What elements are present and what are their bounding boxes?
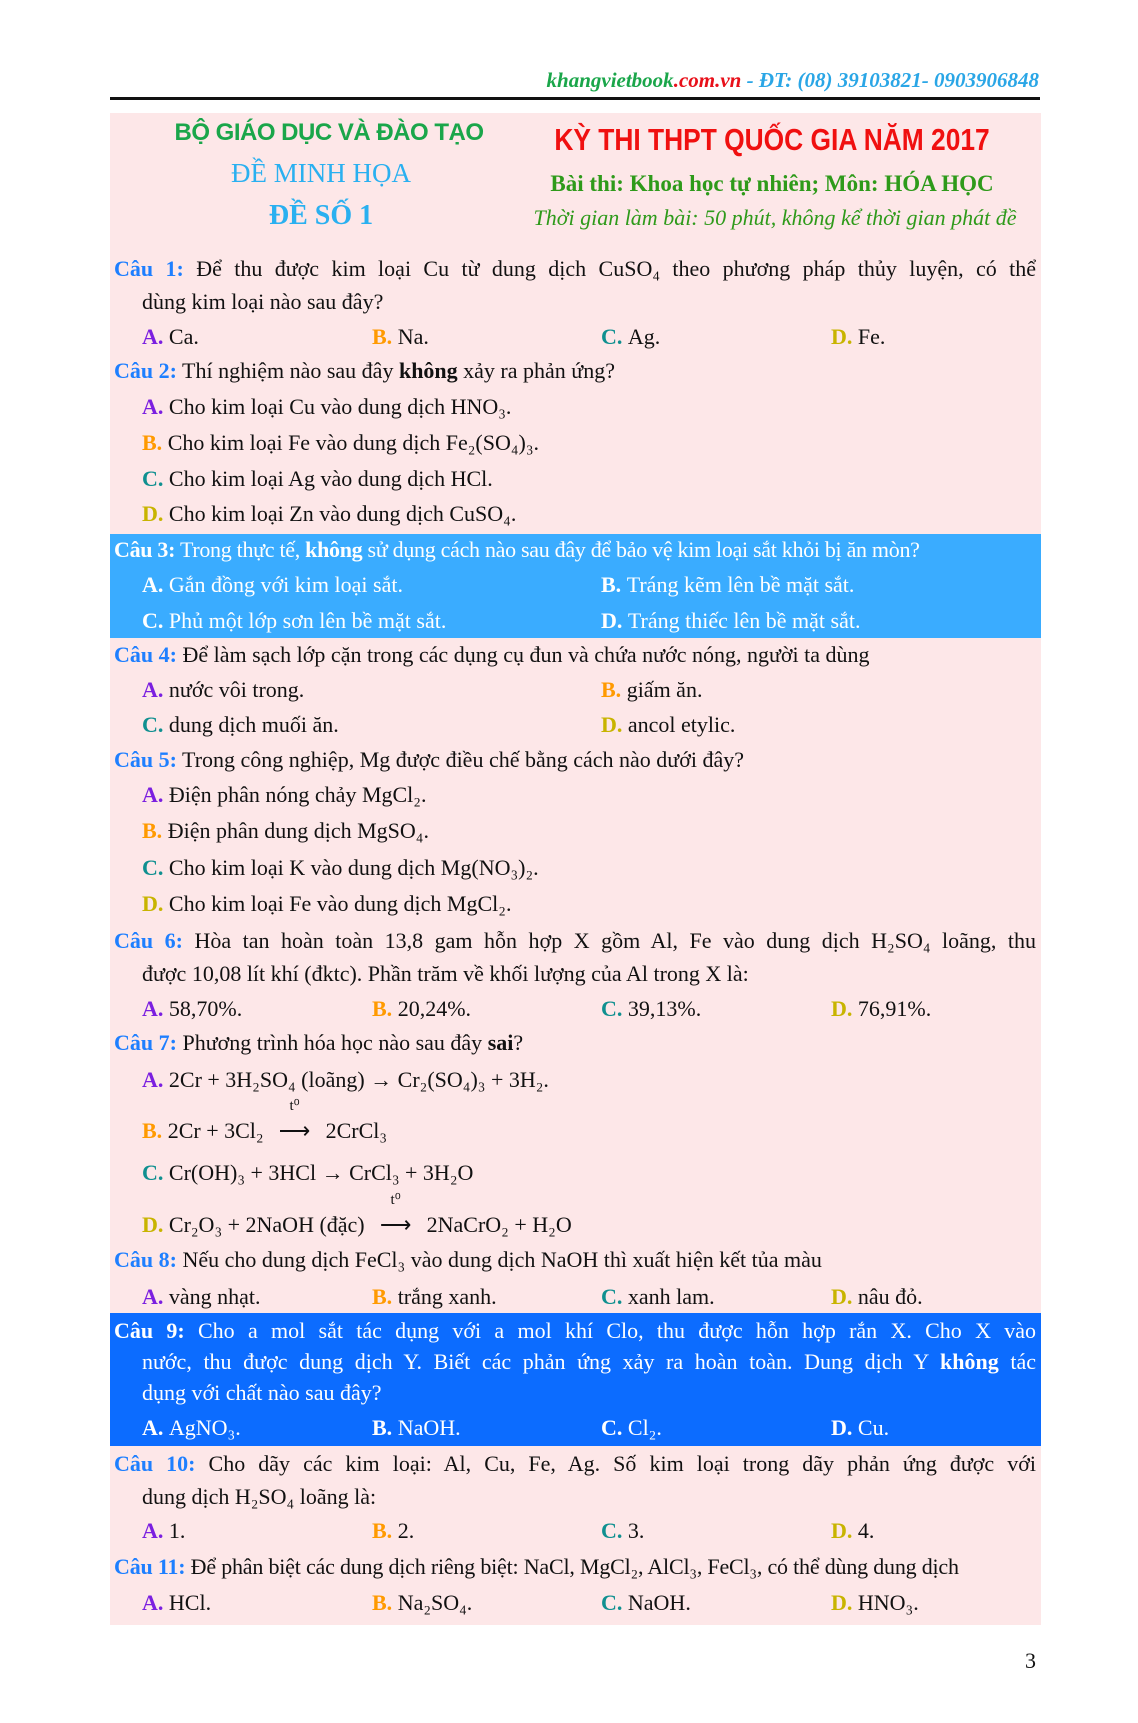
option-b[interactable] bbox=[372, 1513, 414, 1549]
option-letter: A. bbox=[142, 1284, 169, 1309]
option-b[interactable] bbox=[372, 1585, 472, 1621]
question-1 bbox=[114, 251, 1036, 287]
option-text: Phủ một lớp sơn lên bề mặt sắt. bbox=[168, 608, 447, 633]
emphasis: không bbox=[305, 537, 363, 562]
option-letter: D. bbox=[831, 324, 858, 349]
option-letter: D. bbox=[601, 712, 628, 737]
question-8 bbox=[114, 1242, 1036, 1278]
options-row bbox=[0, 319, 1138, 355]
page-header bbox=[547, 68, 1039, 93]
option-a[interactable] bbox=[142, 389, 1036, 425]
option-letter: D. bbox=[142, 501, 169, 526]
option-text: Cho kim loại Cu vào dung dịch HNO₃. bbox=[168, 394, 512, 419]
option-letter: A. bbox=[142, 1067, 169, 1092]
option-letter: B. bbox=[372, 1518, 398, 1543]
option-d[interactable] bbox=[831, 991, 931, 1027]
exam-number: ĐỀ SỐ 1 bbox=[268, 200, 374, 231]
option-text: 2. bbox=[397, 1518, 415, 1543]
option-letter: A. bbox=[142, 996, 169, 1021]
question-text: Nếu cho dung dịch FeCl₃ vào dung dịch NaOH thì xuất hiện kết tủa màu bbox=[176, 1247, 822, 1272]
option-letter: A. bbox=[142, 394, 169, 419]
option-text: HNO₃. bbox=[857, 1590, 919, 1615]
option-text: Điện phân nóng chảy MgCl₂. bbox=[168, 782, 427, 807]
option-b[interactable] bbox=[142, 1098, 1036, 1149]
option-text: Cho kim loại K vào dung dịch Mg(NO₃)₂. bbox=[168, 855, 539, 880]
option-text: 1. bbox=[168, 1518, 186, 1543]
question-label: Câu 1: bbox=[114, 256, 184, 281]
option-text: Cr(OH)₃ + 3HCl → CrCl₃ + 3H₂O bbox=[168, 1160, 474, 1185]
options-row bbox=[0, 1410, 1138, 1446]
option-text: nâu đỏ. bbox=[857, 1284, 923, 1309]
question-text: Phương trình hóa học nào sau đây bbox=[176, 1030, 488, 1055]
options-row bbox=[0, 991, 1138, 1027]
option-text: AgNO₃. bbox=[168, 1415, 241, 1440]
option-c[interactable] bbox=[142, 1155, 1036, 1191]
question-label: Câu 10: bbox=[114, 1451, 196, 1476]
options-row bbox=[0, 603, 1138, 639]
option-text: Cu. bbox=[857, 1415, 890, 1440]
options-row bbox=[0, 567, 1138, 603]
option-text: nước vôi trong. bbox=[168, 677, 305, 702]
header-rule bbox=[110, 97, 1040, 100]
options-row bbox=[0, 1585, 1138, 1621]
option-letter: D. bbox=[831, 1518, 858, 1543]
question-text: Để làm sạch lớp cặn trong các dụng cụ đun và chứa nước nóng, người ta dùng bbox=[176, 642, 870, 667]
question-text: ? bbox=[513, 1030, 524, 1055]
option-text: Cho kim loại Ag vào dung dịch HCl. bbox=[168, 466, 493, 491]
option-letter: A. bbox=[142, 572, 169, 597]
options-row bbox=[0, 1279, 1138, 1315]
option-a[interactable] bbox=[142, 1279, 261, 1315]
option-letter: C. bbox=[142, 466, 169, 491]
option-letter: C. bbox=[601, 996, 628, 1021]
question-text: Trong thực tế, bbox=[175, 537, 306, 562]
options-row bbox=[0, 672, 1138, 708]
option-letter: A. bbox=[142, 1518, 169, 1543]
ministry: BỘ GIÁO DỤC VÀ ĐÀO TẠO bbox=[174, 119, 484, 146]
option-text: xanh lam. bbox=[627, 1284, 715, 1309]
option-d[interactable] bbox=[831, 1279, 923, 1315]
option-text: Ca. bbox=[168, 324, 199, 349]
option-letter: D. bbox=[831, 1590, 858, 1615]
option-d[interactable] bbox=[601, 707, 735, 743]
option-a[interactable] bbox=[142, 672, 304, 708]
question-label: Câu 8: bbox=[114, 1247, 177, 1272]
option-c[interactable] bbox=[601, 991, 701, 1027]
reaction-reactants: Cr₂O₃ + 2NaOH (đặc) bbox=[168, 1212, 365, 1237]
option-c[interactable] bbox=[601, 1585, 691, 1621]
option-letter: D. bbox=[831, 1284, 858, 1309]
option-text: Na. bbox=[397, 324, 429, 349]
option-d[interactable] bbox=[142, 1192, 1036, 1243]
option-text: 2Cr + 3H₂SO₄ (loãng) → Cr₂(SO₄)₃ + 3H₂. bbox=[168, 1067, 549, 1092]
option-letter: C. bbox=[142, 855, 169, 880]
option-b[interactable] bbox=[372, 1410, 461, 1446]
option-text: ancol etylic. bbox=[627, 712, 736, 737]
question-text: nước, thu được dung dịch Y. Biết các phản ứng xảy ra hoàn toàn. Dung dịch Y bbox=[142, 1349, 941, 1374]
option-text: 4. bbox=[857, 1518, 875, 1543]
contact-phone: - ĐT: (08) 39103821- 0903906848 bbox=[741, 68, 1039, 92]
option-c[interactable] bbox=[142, 707, 339, 743]
question-text: sử dụng cách nào sau đây để bảo vệ kim loại sắt khỏi bị ăn mòn? bbox=[362, 537, 920, 562]
option-letter: B. bbox=[372, 1415, 398, 1440]
option-letter: C. bbox=[601, 1590, 628, 1615]
option-letter: D. bbox=[601, 608, 628, 633]
subtitle: ĐỀ MINH HỌA bbox=[231, 158, 411, 188]
option-letter: C. bbox=[142, 608, 169, 633]
question-label: Câu 4: bbox=[114, 642, 177, 667]
question-label: Câu 2: bbox=[114, 358, 177, 383]
option-letter: B. bbox=[601, 572, 627, 597]
question-7 bbox=[114, 1025, 1036, 1061]
question-text: Thí nghiệm nào sau đây bbox=[176, 358, 399, 383]
option-c[interactable] bbox=[601, 1410, 662, 1446]
question-text: Để phân biệt các dung dịch riêng biệt: NaCl, MgCl₂, AlCl₃, FeCl₃, có thể dùng dung dịch bbox=[185, 1554, 959, 1579]
question-text: Để thu được kim loại Cu từ dung dịch CuSO₄ theo phương pháp thủy luyện, có thể bbox=[183, 256, 1037, 281]
question-4 bbox=[114, 637, 1036, 673]
reaction-arrow-icon: t⁰ ⟶ bbox=[266, 1113, 324, 1149]
page-number: 3 bbox=[1025, 1648, 1036, 1673]
option-text: 39,13%. bbox=[627, 996, 702, 1021]
option-d[interactable] bbox=[831, 1410, 889, 1446]
option-a[interactable] bbox=[142, 319, 199, 355]
option-letter: A. bbox=[142, 324, 169, 349]
question-label: Câu 11: bbox=[114, 1554, 186, 1579]
reaction-reactants: 2Cr + 3Cl₂ bbox=[167, 1118, 264, 1143]
option-text: Cl₂. bbox=[627, 1415, 662, 1440]
question-label: Câu 3: bbox=[114, 537, 176, 562]
option-text: NaOH. bbox=[397, 1415, 461, 1440]
emphasis: không bbox=[398, 358, 458, 383]
option-letter: A. bbox=[142, 1415, 169, 1440]
option-text: Na₂SO₄. bbox=[397, 1590, 473, 1615]
option-text: Điện phân dung dịch MgSO₄. bbox=[167, 818, 429, 843]
option-text: Ag. bbox=[627, 324, 661, 349]
question-text: Cho a mol sắt tác dụng với a mol khí Clo, thu được hỗn hợp rắn X. Cho X vào bbox=[184, 1318, 1037, 1343]
site-name: khangvietbook bbox=[546, 68, 674, 92]
question-6 bbox=[114, 923, 1036, 959]
option-letter: B. bbox=[372, 996, 398, 1021]
question-text: dụng với chất nào sau đây? bbox=[142, 1380, 382, 1405]
options-row bbox=[0, 707, 1138, 743]
option-b[interactable] bbox=[142, 813, 1036, 849]
option-letter: D. bbox=[142, 1212, 169, 1237]
option-text: dung dịch muối ăn. bbox=[168, 712, 339, 737]
option-letter: B. bbox=[601, 677, 627, 702]
option-c[interactable] bbox=[601, 319, 660, 355]
option-b[interactable] bbox=[372, 1279, 497, 1315]
option-text: Cho kim loại Fe vào dung dịch Fe₂(SO₄)₃. bbox=[167, 430, 540, 455]
options-row bbox=[0, 1513, 1138, 1549]
reaction-condition: t⁰ bbox=[289, 1098, 300, 1114]
question-label: Câu 9: bbox=[114, 1318, 185, 1343]
option-text: Tráng kẽm lên bề mặt sắt. bbox=[626, 572, 855, 597]
option-letter: A. bbox=[142, 782, 169, 807]
option-c[interactable] bbox=[601, 1279, 715, 1315]
emphasis: sai bbox=[487, 1030, 514, 1055]
option-letter: C. bbox=[601, 1284, 628, 1309]
option-c[interactable] bbox=[142, 850, 1036, 886]
option-text: 3. bbox=[627, 1518, 645, 1543]
option-b[interactable] bbox=[142, 425, 1036, 461]
option-text: 76,91%. bbox=[857, 996, 932, 1021]
option-letter: C. bbox=[601, 1415, 628, 1440]
question-label: Câu 6: bbox=[114, 928, 183, 953]
emphasis: không bbox=[940, 1349, 999, 1374]
option-letter: C. bbox=[601, 1518, 628, 1543]
option-text: Cho kim loại Zn vào dung dịch CuSO₄. bbox=[168, 501, 517, 526]
option-d[interactable] bbox=[831, 1585, 919, 1621]
option-d[interactable] bbox=[142, 496, 1036, 532]
option-c[interactable] bbox=[142, 461, 1036, 497]
question-text: được 10,08 lít khí (đktc). Phần trăm về khối lượng của Al trong X là: bbox=[142, 961, 749, 986]
option-letter: A. bbox=[142, 677, 169, 702]
option-a[interactable] bbox=[142, 1410, 241, 1446]
option-c[interactable] bbox=[601, 1513, 644, 1549]
question-label: Câu 7: bbox=[114, 1030, 177, 1055]
site-domain: .com.vn bbox=[673, 68, 742, 92]
option-a[interactable] bbox=[142, 567, 403, 603]
reaction-products: 2CrCl₃ bbox=[325, 1118, 388, 1143]
option-letter: B. bbox=[372, 324, 398, 349]
option-letter: D. bbox=[142, 891, 169, 916]
exam-title: KỲ THI THPT QUỐC GIA NĂM 2017 bbox=[554, 122, 990, 157]
question-text: tác bbox=[998, 1349, 1036, 1374]
option-b[interactable] bbox=[601, 672, 702, 708]
option-text: trắng xanh. bbox=[397, 1284, 497, 1309]
option-a[interactable] bbox=[142, 777, 1036, 813]
option-a[interactable] bbox=[142, 1513, 185, 1549]
option-a[interactable] bbox=[142, 991, 242, 1027]
option-text: Cho kim loại Fe vào dung dịch MgCl₂. bbox=[168, 891, 512, 916]
question-3 bbox=[114, 532, 1036, 568]
option-b[interactable] bbox=[601, 567, 854, 603]
option-text: 58,70%. bbox=[168, 996, 243, 1021]
option-text: vàng nhạt. bbox=[168, 1284, 261, 1309]
option-c[interactable] bbox=[142, 603, 446, 639]
option-text: Gắn đồng với kim loại sắt. bbox=[168, 572, 403, 597]
option-letter: B. bbox=[142, 430, 168, 455]
question-text: Cho dãy các kim loại: Al, Cu, Fe, Ag. Số kim loại trong dãy phản ứng được với bbox=[195, 1451, 1036, 1476]
option-letter: B. bbox=[142, 1118, 168, 1143]
question-text: dung dịch H₂SO₄ loãng là: bbox=[142, 1484, 377, 1509]
option-text: Tráng thiếc lên bề mặt sắt. bbox=[627, 608, 861, 633]
reaction-condition: t⁰ bbox=[390, 1192, 401, 1208]
option-letter: B. bbox=[372, 1284, 398, 1309]
question-2 bbox=[114, 353, 1036, 389]
question-11 bbox=[114, 1549, 1036, 1585]
option-letter: A. bbox=[142, 1590, 169, 1615]
reaction-products: 2NaCrO₂ + H₂O bbox=[426, 1212, 572, 1237]
exam-subject: Bài thi: Khoa học tự nhiên; Môn: HÓA HỌC bbox=[550, 171, 994, 196]
option-letter: C. bbox=[601, 324, 628, 349]
question-label: Câu 5: bbox=[114, 747, 177, 772]
question-text: Hòa tan hoàn toàn 13,8 gam hỗn hợp X gồm Al, Fe vào dung dịch H₂SO₄ loãng, thu bbox=[182, 928, 1037, 953]
option-text: giấm ăn. bbox=[626, 677, 703, 702]
option-letter: C. bbox=[142, 712, 169, 737]
option-b[interactable] bbox=[372, 319, 429, 355]
option-letter: D. bbox=[831, 996, 858, 1021]
question-10 bbox=[114, 1446, 1036, 1482]
option-text: HCl. bbox=[168, 1590, 212, 1615]
option-d[interactable] bbox=[142, 886, 1036, 922]
exam-time: Thời gian làm bài: 50 phút, không kể thời gian phát đề bbox=[533, 205, 1017, 230]
option-b[interactable] bbox=[372, 991, 471, 1027]
option-a[interactable] bbox=[142, 1062, 1036, 1098]
option-letter: C. bbox=[142, 1160, 169, 1185]
option-letter: B. bbox=[142, 818, 168, 843]
option-text: Fe. bbox=[857, 324, 886, 349]
question-text: dùng kim loại nào sau đây? bbox=[142, 289, 384, 314]
option-d[interactable] bbox=[831, 1513, 874, 1549]
reaction-arrow-icon: t⁰ ⟶ bbox=[367, 1207, 425, 1243]
question-text: xảy ra phản ứng? bbox=[457, 358, 615, 383]
option-text: 20,24%. bbox=[397, 996, 472, 1021]
option-d[interactable] bbox=[601, 603, 860, 639]
question-5 bbox=[114, 742, 1036, 778]
option-a[interactable] bbox=[142, 1585, 211, 1621]
option-letter: D. bbox=[831, 1415, 858, 1440]
option-d[interactable] bbox=[831, 319, 885, 355]
option-letter: B. bbox=[372, 1590, 398, 1615]
option-text: NaOH. bbox=[627, 1590, 691, 1615]
question-text: Trong công nghiệp, Mg được điều chế bằng cách nào dưới đây? bbox=[176, 747, 745, 772]
